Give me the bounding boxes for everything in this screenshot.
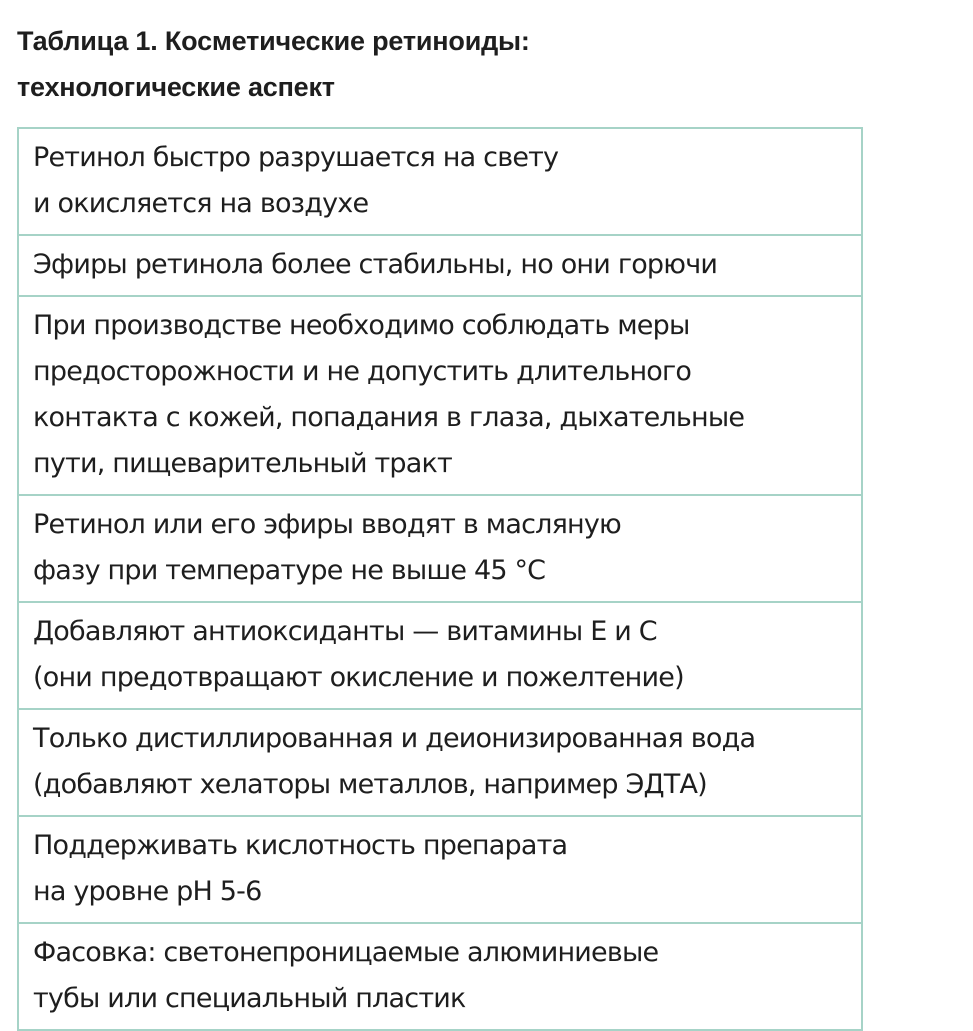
table-cell: Ретинол быстро разрушается на свету и окисляется на воздухе xyxy=(33,142,559,219)
table-title: Таблица 1. Косметические ретиноиды: технологические аспект xyxy=(17,26,530,102)
table-row xyxy=(19,817,861,924)
table-row xyxy=(19,496,861,603)
table-cell: Ретинол или его эфиры вводят в масляную фазу при температуре не выше 45 °С xyxy=(33,509,621,586)
table-cell: Поддерживать кислотность препарата на уровне рН 5-6 xyxy=(33,830,568,907)
table-cell: Только дистиллированная и деионизированная вода (добавляют хелаторы металлов, например ЭДТА) xyxy=(33,723,756,800)
table-row xyxy=(19,236,861,297)
table-cell: Фасовка: светонепроницаемые алюминиевые тубы или специальный пластик xyxy=(33,937,659,1014)
table-row xyxy=(19,924,861,1029)
table-cell: При производстве необходимо соблюдать меры предосторожности и не допустить длительного контакта с кожей, попадания в глаза, дыхательные пути, пищеварительный тракт xyxy=(33,310,745,479)
table-row xyxy=(19,603,861,710)
table-row xyxy=(19,710,861,817)
retinoids-table xyxy=(17,127,863,1031)
table-row xyxy=(19,129,861,236)
document xyxy=(17,18,863,1031)
table-cell: Эфиры ретинола более стабильны, но они горючи xyxy=(33,249,718,280)
table-row xyxy=(19,297,861,496)
table-cell: Добавляют антиоксиданты — витамины Е и С (они предотвращают окисление и пожелтение) xyxy=(33,616,684,693)
